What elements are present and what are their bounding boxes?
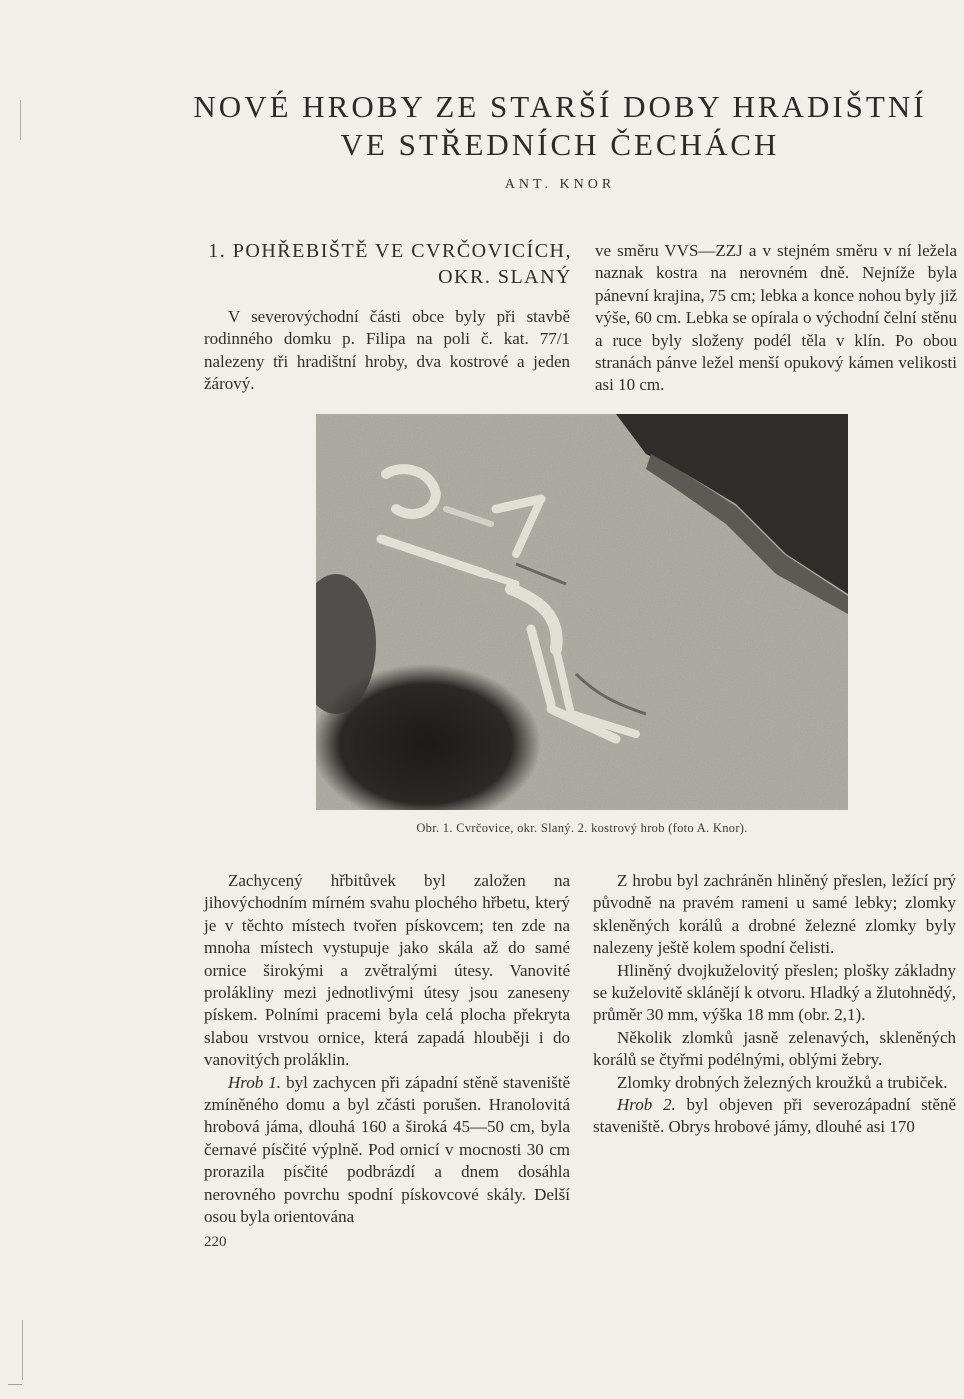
section-heading-line-2: OKR. SLANÝ <box>438 266 572 288</box>
right-bottom-paragraph-4: Zlomky drobných železných kroužků a trubiček. <box>617 1072 948 1092</box>
left-bottom-paragraph-2 <box>204 1072 570 1229</box>
right-bottom-paragraph-1: Z hrobu byl zachráněn hliněný přeslen, ležící prý původně na pravém rameni u samé lebky; zlomky skleněných korálů a drobné železné zlomky byly nalezeny ještě kolem spodní čelisti. <box>593 871 956 958</box>
author: ANT. KNOR <box>504 177 616 192</box>
grave-1-text: byl zachycen při západní stěně staveniště zmíněného domu a byl zčásti porušen. Hranolovitá hrobová jáma, dlouhá 160 a široká 45—50 cm, byla černavé písčité výplně. Pod ornicí v mocnosti 30 cm prorazila písčité podbrázdí a dnem dosáhla nerovného povrchu spodní pískovcové skály. Delší osou byla orientována <box>204 1072 570 1227</box>
article-title <box>180 88 940 164</box>
intro-paragraph <box>204 306 570 396</box>
scan-edge-mark <box>22 1320 23 1380</box>
scan-edge-mark <box>8 1384 22 1385</box>
grave-2-text: byl objeven při severozápadní stěně staveniště. Obrys hrobové jámy, dlouhé asi 170 <box>593 1095 956 1137</box>
scan-edge-mark <box>20 100 21 140</box>
grave-2-label: Hrob 2. <box>617 1095 676 1115</box>
grave-1-label: Hrob 1. <box>228 1072 282 1092</box>
title-line-2: VE STŘEDNÍCH ČECHÁCH <box>340 127 780 162</box>
right-bottom-column <box>593 870 956 1139</box>
figure-caption: Obr. 1. Cvrčovice, okr. Slaný. 2. kostrový hrob (foto A. Knor). <box>416 821 748 835</box>
section-heading <box>204 238 572 290</box>
section-heading-line-1: 1. POHŘEBIŠTĚ VE CVRČOVICÍCH, <box>208 240 572 262</box>
intro-text: V severovýchodní části obce byly při stavbě rodinného domku p. Filipa na poli č. kat. 77/1 nalezeny tři hradištní hroby, dva kostrové a jeden žárový. <box>204 307 570 394</box>
right-top-text: ve směru VVS—ZZJ a v stejném směru v ní ležela naznak kostra na nerovném dně. Nejníže byla pánevní krajina, 75 cm; lebka a konce nohou byly již výše, 60 cm. Lebka se opírala o východní čelní stěnu a ruce byly složeny podél těla v klín. Po obou stranách pánve ležel menší opukový kámen velikosti asi 10 cm. <box>595 241 957 395</box>
page-number: 220 <box>204 1234 227 1250</box>
photo-image <box>316 414 848 810</box>
skeleton-photograph <box>316 414 848 810</box>
right-bottom-paragraph-2: Hliněný dvojkuželovitý přeslen; plošky základny se kuželovitě sklánějí k otvoru. Hladký a žlutohnědý, průměr 30 mm, výška 18 mm (obr. 2,1). <box>593 960 956 1025</box>
left-bottom-column <box>204 870 570 1229</box>
right-bottom-paragraph-3: Několik zlomků jasně zelenavých, skleněných korálů se čtyřmi podélnými, oblými žebry. <box>593 1027 956 1070</box>
left-bottom-paragraph-1: Zachycený hřbitůvek byl založen na jihovýchodním mírném svahu plochého hřbetu, který je v těchto místech tvořen pískovcem; ten zde na mnoha místech vystupuje jako skála až do samé ornice širokými a zvětralými útesy. Vanovité prolákliny mezi jednotlivými útesy jsou zaneseny pískem. Polními pracemi byla celá plocha překryta slabou vrstvou ornice, která zapadá hlouběji i do vanovitých proláklin. <box>204 871 570 1070</box>
right-bottom-paragraph-5 <box>593 1094 956 1139</box>
right-top-paragraph <box>595 240 957 397</box>
title-line-1: NOVÉ HROBY ZE STARŠÍ DOBY HRADIŠTNÍ <box>193 89 927 124</box>
